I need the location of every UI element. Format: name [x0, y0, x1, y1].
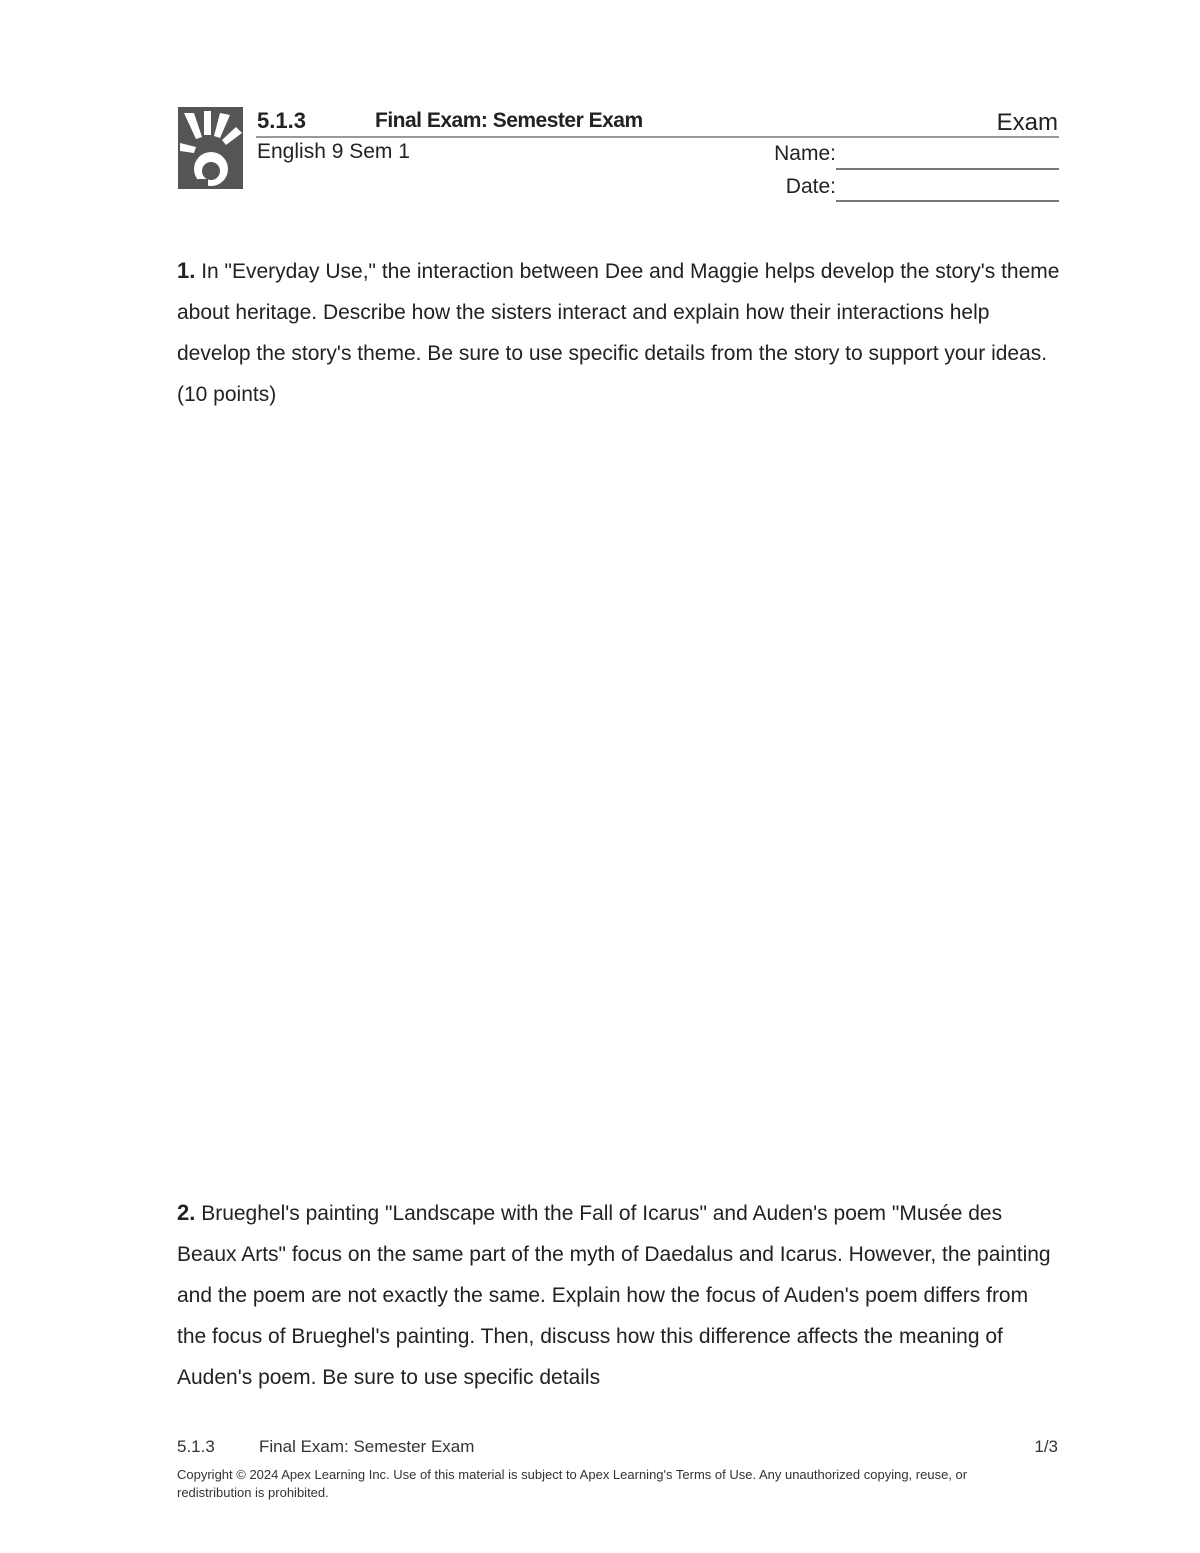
question-1 [177, 250, 1062, 415]
exam-title: Final Exam: Semester Exam [375, 109, 643, 132]
course-name: English 9 Sem 1 [257, 140, 410, 163]
copyright-notice: Copyright © 2024 Apex Learning Inc. Use of this material is subject to Apex Learning's Terms of Use. Any unauthorized copying, reuse, or redistribution is prohibited. [177, 1467, 968, 1500]
exam-type-label: Exam [996, 109, 1058, 136]
question-text: In "Everyday Use," the interaction between Dee and Maggie helps develop the story's theme about heritage. Describe how the sisters interact and explain how their interactions help develop the story's theme. Be sure to use specific details from the story to support your ideas. (10 points) [177, 260, 1060, 406]
header-divider [256, 136, 1059, 138]
footer-title: Final Exam: Semester Exam [259, 1437, 475, 1456]
name-label: Name: [774, 142, 836, 165]
question-number: 1. [177, 258, 196, 283]
page-number: 1/3 [1034, 1437, 1058, 1456]
name-field[interactable] [836, 168, 1059, 170]
question-2 [177, 1192, 1062, 1398]
footer-lesson-number: 5.1.3 [177, 1437, 215, 1456]
date-field[interactable] [836, 200, 1059, 202]
lesson-number: 5.1.3 [257, 108, 306, 133]
date-label: Date: [785, 175, 836, 198]
question-number: 2. [177, 1200, 196, 1225]
question-text: Brueghel's painting "Landscape with the Fall of Icarus" and Auden's poem "Musée des Beaux Arts" focus on the same part of the myth of Daedalus and Icarus. However, the painting and the poem are not exactly the same. Explain how the focus of Auden's poem differs from the focus of Brueghel's painting. Then, discuss how this difference affects the meaning of Auden's poem. Be sure to use specific details [177, 1202, 1051, 1389]
apex-learning-logo-icon [178, 107, 243, 189]
